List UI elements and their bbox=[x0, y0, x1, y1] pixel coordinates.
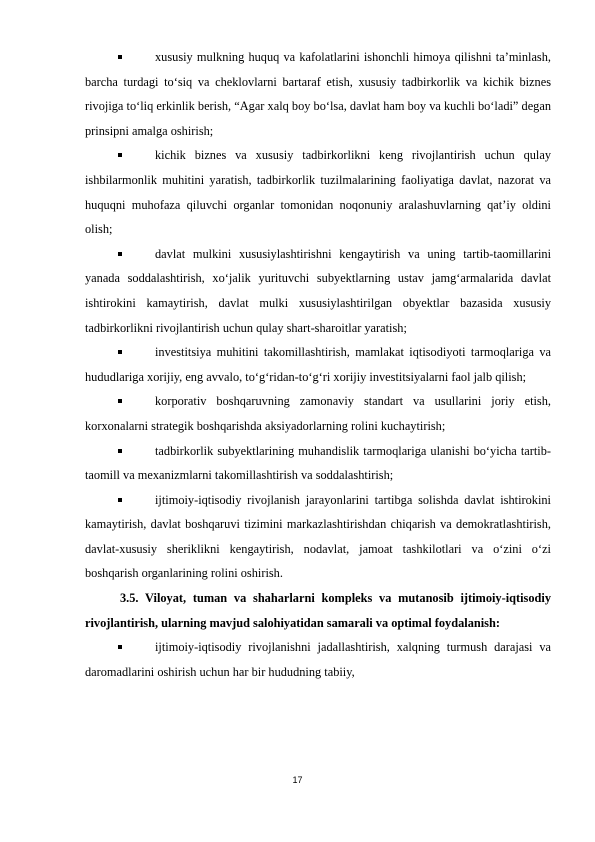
list-item bbox=[85, 488, 551, 586]
bullet-icon bbox=[118, 153, 122, 157]
list-item-text: davlat mulkini xususiylashtirishni kengaytirish va uning tartib-taomillarini yanada soddalashtirish, xo‘jalik yurituvchi subyektlarning ustav jamg‘armalarida davlat ishtirokini kamaytirish, davlat mulki xususiylashtirilgan obyektlar bazasida xususiy tadbirkorlikni rivojlantirish uchun qulay shart-sharoitlar yaratish; bbox=[85, 246, 551, 335]
document-page bbox=[85, 45, 551, 684]
list-item-text: tadbirkorlik subyektlarining muhandislik tarmoqlariga ulanishi bo‘yicha tartib-taomill va mexanizmlarni takomillashtirish va soddalashtirish; bbox=[85, 443, 551, 483]
list-item bbox=[85, 635, 551, 684]
bullet-icon bbox=[118, 55, 122, 59]
list-item-text: xususiy mulkning huquq va kafolatlarini ishonchli himoya qilishni ta’minlash, barcha turdagi to‘siq va cheklovlarni bartaraf etish, xususiy tadbirkorlik va kichik biznes rivojiga to‘liq erkinlik berish, “Agar xalq boy bo‘lsa, davlat ham boy va kuchli bo‘ladi” degan prinsipni amalga oshirish; bbox=[85, 50, 551, 138]
list-item bbox=[85, 439, 551, 488]
bullet-icon bbox=[118, 449, 122, 453]
list-item-text: korporativ boshqaruvning zamonaviy standart va usullarini joriy etish, korxonalarni strategik boshqarishda aksiyadorlarning rolini kuchaytirish; bbox=[85, 394, 551, 433]
list-item bbox=[85, 389, 551, 438]
list-item-text: kichik biznes va xususiy tadbirkorlikni keng rivojlantirish uchun qulay ishbilarmonlik muhitini yaratish, tadbirkorlik tuzilmalarining faoliyatiga davlat, nazorat va huquqni muhofaza qiluvchi organlar tomonidan noqonuniy aralashuvlarning qat’iy oldini olish; bbox=[85, 148, 551, 237]
bullet-icon bbox=[118, 350, 122, 354]
list-item-text: ijtimoiy-iqtisodiy rivojlanishni jadallashtirish, xalqning turmush darajasi va daromadlarini oshirish uchun har bir hududning tabiiy, bbox=[85, 640, 551, 679]
bullet-list-top bbox=[85, 45, 551, 586]
page-number: 17 bbox=[292, 775, 303, 785]
list-item bbox=[85, 45, 551, 143]
bullet-icon bbox=[118, 252, 122, 256]
section-heading: 3.5. Viloyat, tuman va shaharlarni kompleks va mutanosib ijtimoiy-iqtisodiy rivojlantirish, ularning mavjud salohiyatidan samarali va optimal foydalanish: bbox=[85, 591, 551, 630]
list-item bbox=[85, 340, 551, 389]
bullet-list-bottom bbox=[85, 635, 551, 684]
bullet-icon bbox=[118, 498, 122, 502]
list-item-text: investitsiya muhitini takomillashtirish, mamlakat iqtisodiyoti tarmoqlariga va hududlariga xorijiy, eng avvalo, to‘g‘ridan-to‘g‘ri xorijiy investitsiyalarni faol jalb qilish; bbox=[85, 345, 551, 384]
list-item bbox=[85, 242, 551, 340]
bullet-icon bbox=[118, 399, 122, 403]
list-item bbox=[85, 143, 551, 241]
bullet-icon bbox=[118, 645, 122, 649]
list-item-text: ijtimoiy-iqtisodiy rivojlanish jarayonlarini tartibga solishda davlat ishtirokini kamaytirish, davlat boshqaruvi tizimini markazlashtirishdan chiqarish va demokratlashtirish, davlat-xususiy sheriklikni kengaytirish, nodavlat, jamoat tashkilotlari va o‘zini o‘zi boshqarish organlarining rolini oshirish. bbox=[85, 492, 551, 581]
